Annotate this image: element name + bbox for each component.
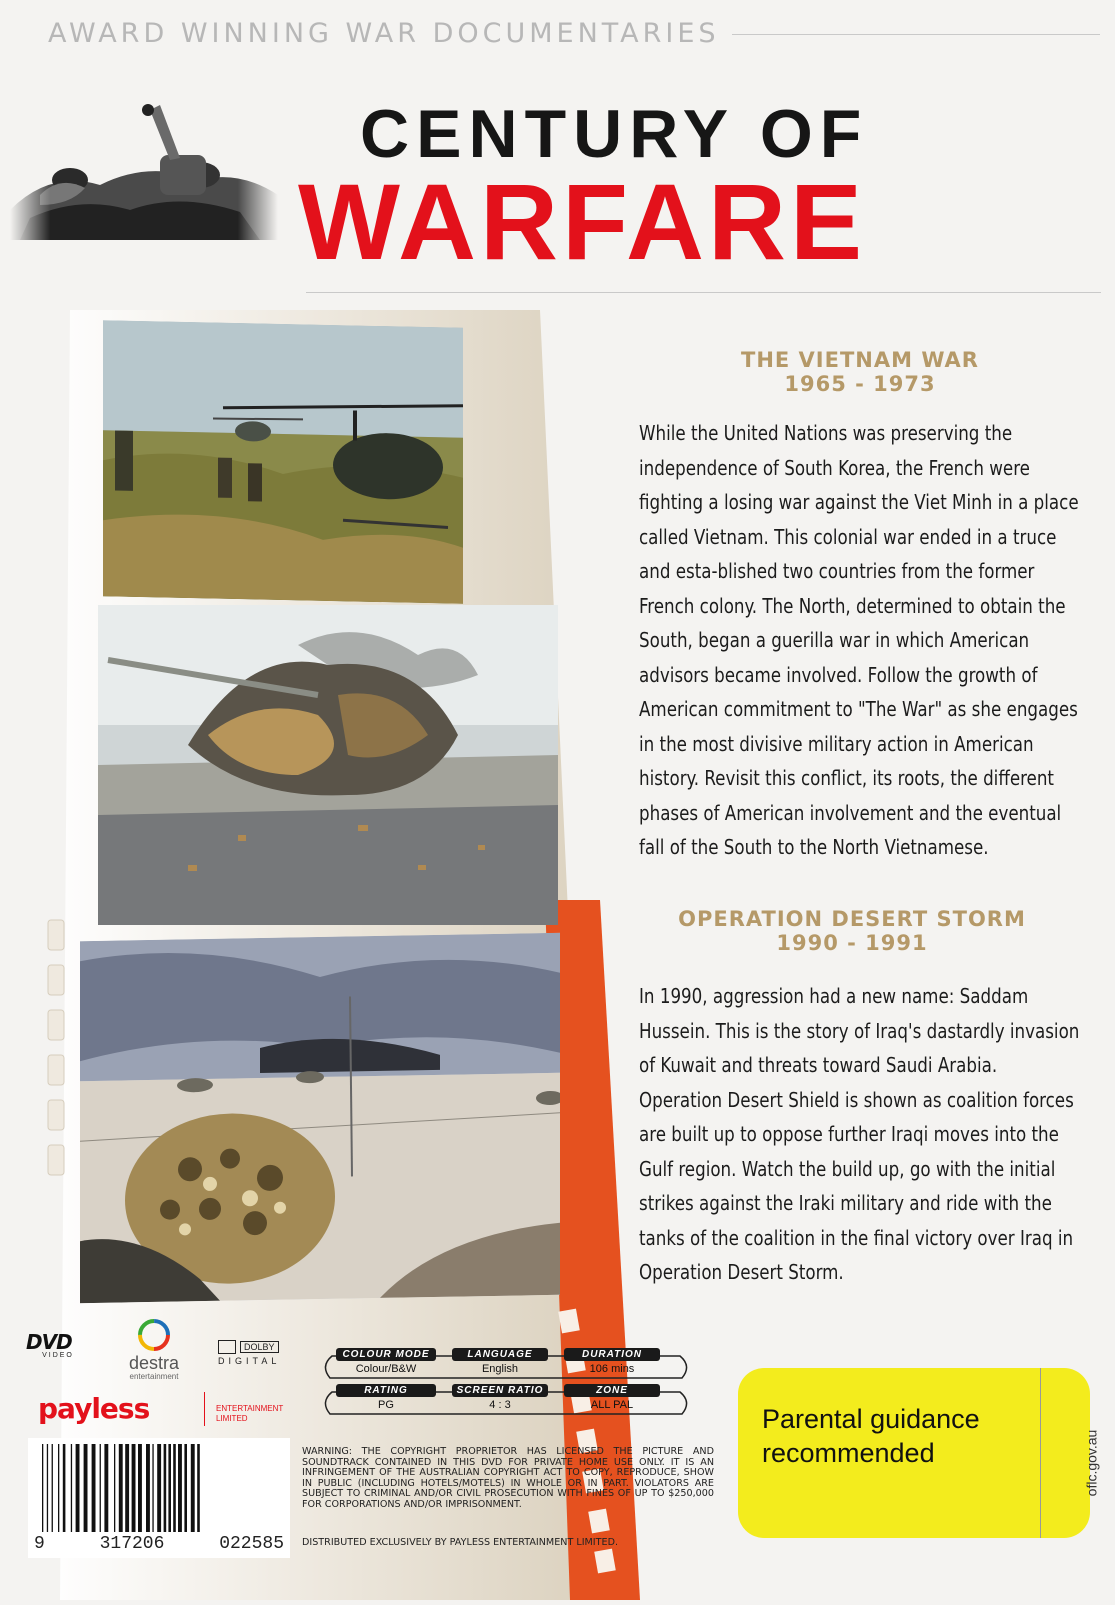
body-line: Operation Desert Shield is shown as coalition forces	[639, 1087, 1074, 1112]
barcode-bar	[119, 1444, 123, 1532]
payless-sub2: LIMITED	[216, 1414, 248, 1423]
section-desert-storm-body	[639, 979, 1079, 1290]
title-rule	[306, 292, 1101, 293]
dolby-logo-sub: DIGITAL	[218, 1356, 281, 1366]
section-vietnam-heading	[700, 348, 1020, 396]
barcode-bar	[114, 1444, 115, 1532]
barcode-bar	[92, 1444, 96, 1532]
photo-wreckage	[98, 605, 558, 925]
payless-logo	[38, 1392, 198, 1425]
barcode-bar	[146, 1444, 150, 1532]
spec-zone-label: ZONE	[564, 1384, 660, 1397]
section-desert-storm-title: OPERATION DESERT STORM	[678, 907, 1026, 931]
title-line1: CENTURY OF	[360, 96, 869, 172]
body-line: in the most divisive military action in American	[639, 731, 1034, 756]
dvd-logo-text: DVD	[26, 1330, 72, 1354]
spec-rating-label: RATING	[336, 1384, 436, 1397]
barcode-bar	[63, 1444, 66, 1532]
barcode-group-right: 022585	[219, 1534, 284, 1554]
destra-circle-icon	[137, 1318, 171, 1352]
barcode-bar	[84, 1444, 88, 1532]
spec-duration-label: DURATION	[564, 1348, 660, 1361]
barcode-bar	[164, 1444, 167, 1532]
barcode-digit-first: 9	[34, 1534, 45, 1554]
section-vietnam-body	[639, 416, 1079, 865]
spec-language-label: LANGUAGE	[452, 1348, 548, 1361]
barcode-bar	[178, 1444, 182, 1532]
body-line: American commitment to "The War" as she engages	[639, 697, 1078, 721]
section-desert-storm-heading	[612, 907, 1092, 955]
body-line: South, began a guerilla war in which American	[639, 628, 1030, 652]
body-line: fighting a losing war against the Viet Minh in a place	[639, 490, 1079, 514]
payless-divider	[204, 1392, 205, 1426]
payless-subtitle	[216, 1404, 283, 1424]
barcode-bar	[138, 1444, 142, 1532]
photo-desert	[80, 933, 560, 1303]
section-vietnam-title: THE VIETNAM WAR	[741, 348, 979, 372]
body-line: Operation Desert Storm.	[639, 1260, 844, 1284]
barcode-bar	[125, 1444, 129, 1532]
body-line: While the United Nations was preserving the	[639, 421, 1013, 445]
barcode-bar	[100, 1444, 101, 1532]
title-line2: WARFARE	[298, 161, 866, 282]
payless-sub1: ENTERTAINMENT	[216, 1404, 284, 1413]
spec-duration-value: 106 mins	[589, 1363, 635, 1375]
distributed-by: DISTRIBUTED EXCLUSIVELY BY PAYLESS ENTERTAINMENT LIMITED.	[302, 1537, 618, 1548]
barcode-bar	[157, 1444, 161, 1532]
soldier-photo	[10, 100, 278, 240]
pg-rating-url: oflc.gov.au	[1083, 1429, 1100, 1497]
dvd-logo	[26, 1330, 90, 1370]
specs-panel	[318, 1346, 694, 1422]
rating-divider	[1040, 1368, 1041, 1538]
barcode-group-left: 317206	[99, 1534, 165, 1554]
body-line: and esta-blished two countries from the former	[639, 559, 1035, 583]
dvd-logo-sub: VIDEO	[42, 1352, 74, 1359]
barcode-bar	[152, 1444, 153, 1532]
destra-logo-sub: entertainment	[129, 1372, 179, 1381]
spec-screen-ratio-label: SCREEN RATIO	[452, 1384, 548, 1397]
dolby-logo-text: DOLBY	[240, 1341, 279, 1353]
body-line: fall of the South to the North Vietnamese.	[639, 835, 989, 859]
barcode-bar	[58, 1444, 59, 1532]
body-line: In 1990, aggression had a new name: Saddam	[639, 984, 1029, 1008]
barcode-bar	[173, 1444, 176, 1532]
barcode-bars	[28, 1438, 290, 1534]
barcode-bar	[132, 1444, 136, 1532]
destra-logo-text: destra	[128, 1353, 180, 1373]
section-desert-storm-years: 1990 - 1991	[776, 931, 928, 955]
body-line: are built up to oppose further Iraqi moves into the	[639, 1122, 1059, 1146]
barcode	[28, 1438, 290, 1558]
barcode-bar	[184, 1444, 187, 1532]
spec-colour-mode-label: COLOUR MODE	[336, 1348, 436, 1361]
series-title: AWARD WINNING WAR DOCUMENTARIES	[48, 18, 720, 49]
pg-rating-text: Parental guidance recommended	[762, 1404, 980, 1468]
spec-colour-mode-value: Colour/B&W	[355, 1363, 417, 1375]
body-line: French colony. The North, determined to obtain the	[639, 593, 1066, 618]
dolby-logo	[218, 1340, 298, 1370]
body-line: strikes against the Iraki military and ride with the	[639, 1191, 1052, 1215]
spec-language-value: English	[481, 1363, 519, 1375]
barcode-bar	[76, 1444, 80, 1532]
barcode-number	[28, 1534, 290, 1554]
barcode-bar	[168, 1444, 171, 1532]
spec-zone-value: ALL PAL	[590, 1399, 634, 1411]
body-line: of Kuwait and threats toward Saudi Arabia.	[639, 1053, 998, 1077]
payless-logo-text: payless	[38, 1392, 150, 1425]
barcode-bar	[47, 1444, 48, 1532]
body-line: Hussein. This is the story of Iraq's dastardly invasion	[639, 1018, 1080, 1043]
copyright-warning: WARNING: THE COPYRIGHT PROPRIETOR HAS LICENSED THE PICTURE AND SOUNDTRACK CONTAINED IN THIS DVD FOR PRIVATE HOME USE ONLY. IT IS AN INFRINGEMENT OF THE AUSTRALIAN COPYRIGHT ACT TO COPY, REPRODUCE, SHOW IN PUBLIC (INCLUDING HOTELS/MOTELS) IN WHOLE OR IN PART. VIOLATORS ARE SUBJECT TO CRIMINAL AND/OR CIVIL PROSECUTION WITH FINES OF UP TO $250,000 FOR CORPORATIONS AND/OR IMPRISONMENT.	[302, 1446, 714, 1510]
body-line: called Vietnam. This colonial war ended in a truce	[639, 524, 1057, 549]
barcode-bar	[104, 1444, 108, 1532]
body-line: independence of South Korea, the French were	[639, 455, 1030, 480]
destra-logo	[110, 1318, 198, 1394]
body-line: tanks of the coalition in the final victory over Iraq in	[639, 1225, 1074, 1250]
barcode-bar	[71, 1444, 72, 1532]
barcode-bar	[42, 1444, 43, 1532]
body-line: history. Revisit this conflict, its roots, the different	[639, 766, 1054, 790]
photo-helicopters	[103, 320, 463, 604]
spec-screen-ratio-value: 4 : 3	[489, 1399, 511, 1411]
barcode-bar	[191, 1444, 195, 1532]
barcode-bar	[197, 1444, 200, 1532]
dolby-dd-icon	[218, 1340, 236, 1354]
body-line: advisors became involved. Follow the growth of	[639, 662, 1038, 687]
section-vietnam-years: 1965 - 1973	[784, 372, 936, 396]
spec-rating-value: PG	[378, 1399, 394, 1411]
body-line: phases of American involvement and the eventual	[639, 800, 1062, 825]
barcode-bar	[52, 1444, 53, 1532]
header-rule	[732, 34, 1100, 35]
body-line: Gulf region. Watch the build up, go with the initial	[639, 1156, 1056, 1181]
